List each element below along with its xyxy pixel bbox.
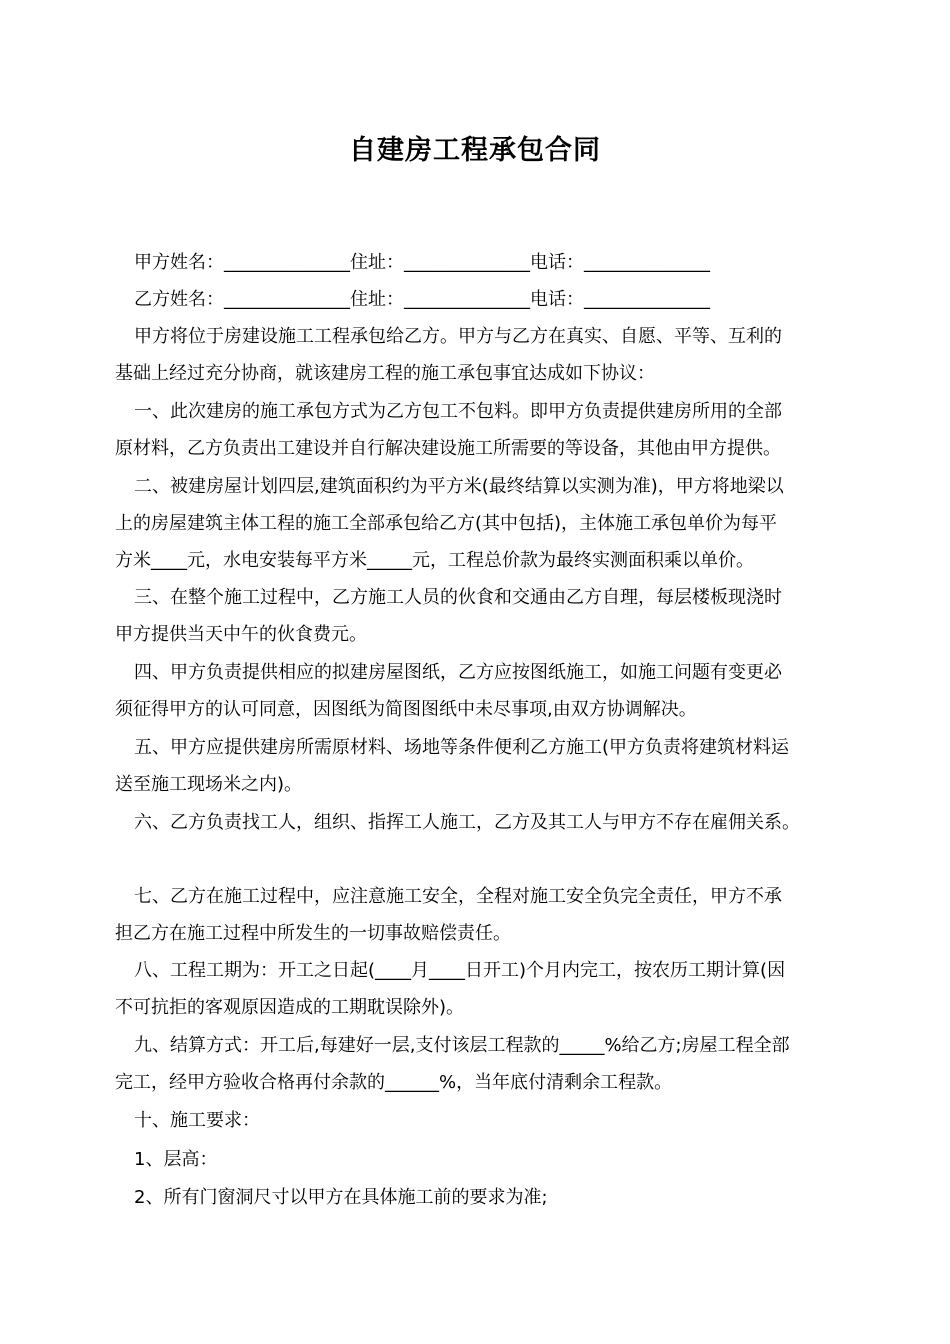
clause-1-line: 一、此次建房的施工承包方式为乙方包工不包料。即甲方负责提供建房所用的全部 [134, 401, 782, 422]
clause-8-line: 不可抗拒的客观原因造成的工期耽误除外)。 [115, 997, 465, 1018]
clause-4-line: 四、甲方负责提供相应的拟建房屋图纸，乙方应按图纸施工，如施工问题有变更必 [134, 662, 782, 683]
clause-10-heading: 十、施工要求： [134, 1110, 260, 1131]
clause-9-line: 完工，经甲方验收合格再付余款的______%，当年底付清剩余工程款。 [115, 1072, 673, 1093]
clause-6-line: 六、乙方负责找工人，组织、指挥工人施工，乙方及其工人与甲方不存在雇佣关系。 [134, 812, 800, 833]
party-b-info: 乙方姓名：______________住址：______________电话：______________ [134, 289, 710, 310]
clause-5-line: 五、甲方应提供建房所需原材料、场地等条件便利乙方施工(甲方负责将建筑材料运 [134, 737, 790, 758]
clause-7-line: 七、乙方在施工过程中，应注意施工安全，全程对施工安全负完全责任，甲方不承 [134, 886, 782, 907]
clause-3-line: 三、在整个施工过程中，乙方施工人员的伙食和交通由乙方自理，每层楼板现浇时 [134, 587, 782, 608]
clause-2-line: 方米____元，水电安装每平方米_____元，工程总价款为最终实测面积乘以单价。 [115, 550, 754, 571]
clause-8-line: 八、工程工期为：开工之日起(____月____日开工)个月内完工，按农历工期计算(因 [134, 960, 786, 981]
clause-7-line: 担乙方在施工过程中所发生的一切事故赔偿责任。 [115, 923, 511, 944]
clause-10-item: 1、层高： [134, 1149, 218, 1170]
preamble-line: 甲方将位于房建设施工工程承包给乙方。甲方与乙方在真实、自愿、平等、互利的 [134, 326, 782, 347]
clause-5-line: 送至施工现场米之内)。 [115, 774, 303, 795]
clause-4-line: 须征得甲方的认可同意，因图纸为简图图纸中未尽事项,由双方协调解决。 [115, 699, 697, 720]
clause-1-line: 原材料，乙方负责出工建设并自行解决建设施工所需要的等设备，其他由甲方提供。 [115, 438, 781, 459]
clause-9-line: 九、结算方式：开工后,每建好一层,支付该层工程款的_____%给乙方;房屋工程全部 [134, 1035, 790, 1056]
clause-10-item: 2、所有门窗洞尺寸以甲方在具体施工前的要求为准; [134, 1187, 548, 1208]
clause-3-line: 甲方提供当天中午的伙食费元。 [115, 624, 367, 645]
clause-2-line: 上的房屋建筑主体工程的施工全部承包给乙方(其中包括)，主体施工承包单价为每平 [115, 513, 778, 534]
preamble-line: 基础上经过充分协商，就该建房工程的施工承包事宜达成如下协议： [115, 363, 655, 384]
party-a-info: 甲方姓名：______________住址：______________电话：______________ [134, 252, 710, 273]
document-title: 自建房工程承包合同 [349, 135, 601, 166]
clause-2-line: 二、被建房屋计划四层,建筑面积约为平方米(最终结算以实测为准)，甲方将地梁以 [134, 476, 784, 497]
